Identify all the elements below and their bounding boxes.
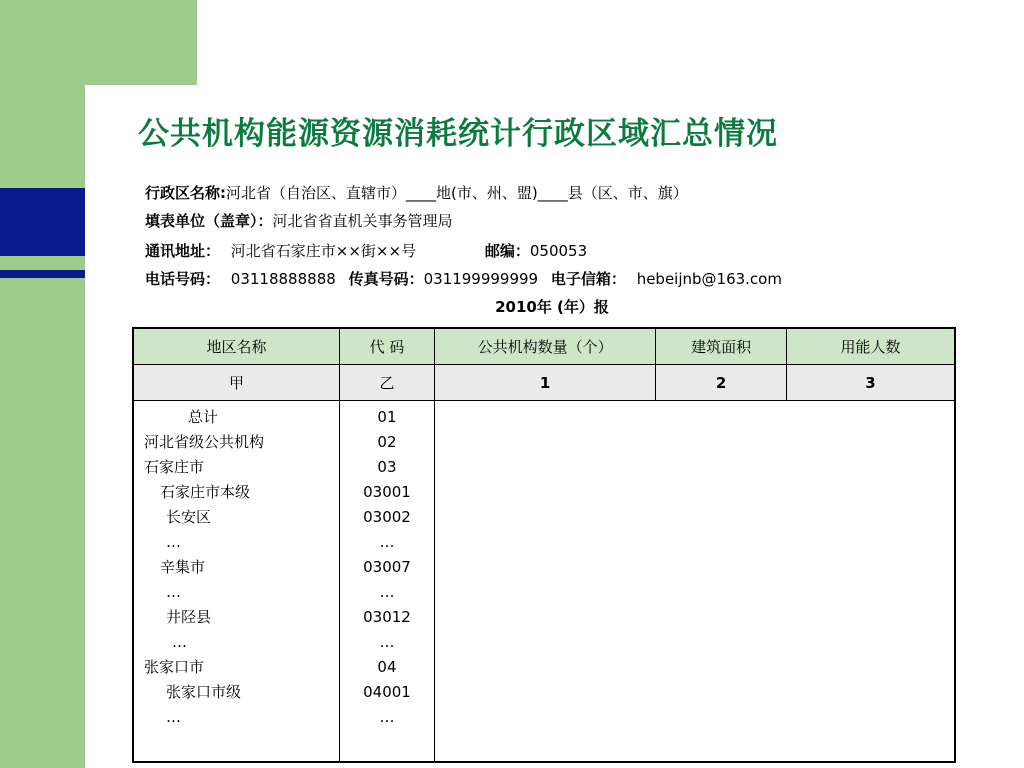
navy-accent-line (0, 270, 85, 278)
table-row-name: 辛集市 (160, 558, 206, 576)
table-row-code: 04001 (363, 683, 411, 701)
address-label: 通讯地址： (145, 242, 221, 260)
table-body-row (133, 401, 955, 763)
table-row-name: … (166, 583, 181, 601)
fax-label: 传真号码： (348, 270, 424, 288)
contact-line (145, 268, 782, 289)
table-row-code: … (379, 708, 395, 726)
table-row-code: 03002 (363, 508, 411, 526)
header-building-area: 建筑面积 (656, 328, 787, 365)
table-row-code: … (379, 633, 395, 651)
table-subheader-row (133, 365, 955, 401)
subheader-2: 2 (656, 365, 787, 401)
table-row-name: 石家庄市 (144, 458, 205, 476)
table-row-code: … (379, 583, 395, 601)
empty-data-area (434, 401, 955, 763)
header-region-name: 地区名称 (133, 328, 340, 365)
table-row-name: … (166, 708, 181, 726)
postcode-value: 050053 (529, 242, 588, 260)
table-row-code: 03001 (363, 483, 411, 501)
slide-title: 公共机构能源资源消耗统计行政区域汇总情况 (138, 116, 778, 152)
subheader-yi: 乙 (340, 365, 435, 401)
email-label: 电子信箱： (550, 270, 626, 288)
unit-line (145, 210, 453, 231)
table-row-code: 03007 (363, 558, 411, 576)
top-green-block (85, 0, 197, 85)
address-value: 河北省石家庄市××街××号 (230, 242, 417, 260)
table-row-name: 张家口市级 (166, 683, 242, 701)
table-row-name: 井陉县 (166, 608, 212, 626)
table-row-name: … (172, 633, 187, 651)
table-row-name: 张家口市 (144, 658, 205, 676)
table-row-name: 河北省级公共机构 (144, 433, 265, 451)
table-row-code: 03 (377, 458, 397, 476)
table-row-code: 01 (377, 408, 397, 426)
report-period (0, 296, 1024, 317)
table-row-name: … (166, 533, 181, 551)
table-row-name: 石家庄市本级 (160, 483, 251, 501)
navy-accent-band (0, 188, 85, 256)
email-value: hebeijnb@163.com (636, 270, 782, 288)
table-row-name: 长安区 (166, 508, 212, 526)
region-name-column (133, 401, 340, 763)
unit-label: 填表单位（盖章）： (145, 212, 273, 230)
phone-value: 03118888888 (230, 270, 336, 288)
subheader-jia: 甲 (133, 365, 340, 401)
left-green-bar (0, 0, 85, 768)
postcode-label: 邮编： (484, 242, 530, 260)
header-code: 代 码 (340, 328, 435, 365)
table-row-name: 总计 (188, 408, 219, 426)
table-header-row (133, 328, 955, 365)
region-label: 行政区名称: (145, 184, 226, 202)
unit-value: 河北省省直机关事务管理局 (272, 212, 453, 230)
table-row-code: 03012 (363, 608, 411, 626)
report-type: 年 (年）报 (536, 298, 609, 316)
fax-value: 031199999999 (423, 270, 539, 288)
header-energy-users: 用能人数 (786, 328, 955, 365)
subheader-3: 3 (786, 365, 955, 401)
table-row-code: 02 (377, 433, 397, 451)
subheader-1: 1 (434, 365, 655, 401)
address-line (145, 240, 587, 261)
table-row-code: … (379, 533, 395, 551)
summary-table (132, 327, 956, 763)
region-line (145, 182, 688, 203)
header-institution-count: 公共机构数量（个） (434, 328, 655, 365)
table-row-code: 04 (377, 658, 397, 676)
phone-label: 电话号码： (145, 270, 221, 288)
report-year: 2010 (495, 298, 537, 316)
region-value: 河北省（自治区、直辖市）____地(市、州、盟)____县（区、市、旗） (226, 184, 688, 202)
code-column (340, 401, 435, 763)
